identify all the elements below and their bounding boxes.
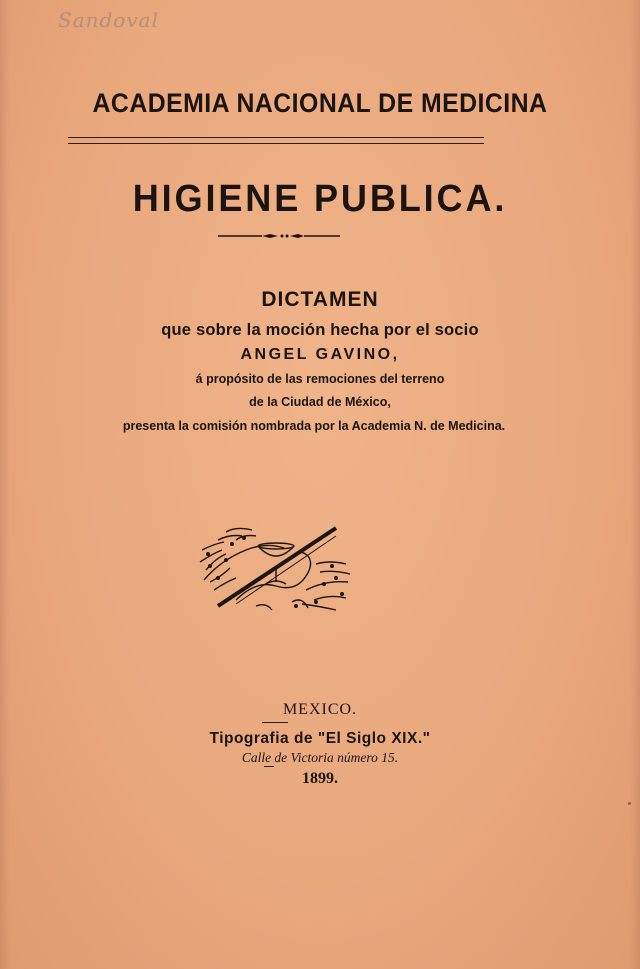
imprint-address: Calle de Victoria número 15.: [241, 750, 399, 765]
imprint-rule: [262, 722, 288, 723]
document-title: HIGIENE PUBLICA.: [132, 178, 508, 220]
left-page-edge: [0, 0, 10, 969]
imprint-place: MEXICO.: [282, 701, 358, 718]
author-name: ANGEL GAVINO,: [240, 346, 400, 363]
dictamen-line: que sobre la moción hecha por el socio: [161, 321, 479, 339]
imprint-printer: Tipografia de "El Siglo XIX.": [209, 730, 431, 747]
ornamental-rule-icon: [218, 226, 340, 246]
imprint-year: 1899.: [302, 770, 338, 787]
imprint-rule: [264, 766, 274, 767]
right-page-edge: [630, 0, 640, 969]
institution-name: ACADEMIA NACIONAL DE MEDICINA: [92, 88, 548, 118]
dictamen-heading: DICTAMEN: [261, 288, 379, 311]
handwritten-signature: Sandoval: [58, 8, 159, 32]
dictamen-line: presenta la comisión nombrada por la Academia N. de Medicina.: [122, 419, 506, 433]
dictamen-line: á propósito de las remociones del terreno: [195, 372, 445, 386]
caduceus-vignette-icon: [196, 520, 356, 614]
dictamen-line: de la Ciudad de México,: [249, 395, 391, 409]
paper-speck: [628, 802, 631, 805]
double-rule-divider: [68, 137, 484, 144]
